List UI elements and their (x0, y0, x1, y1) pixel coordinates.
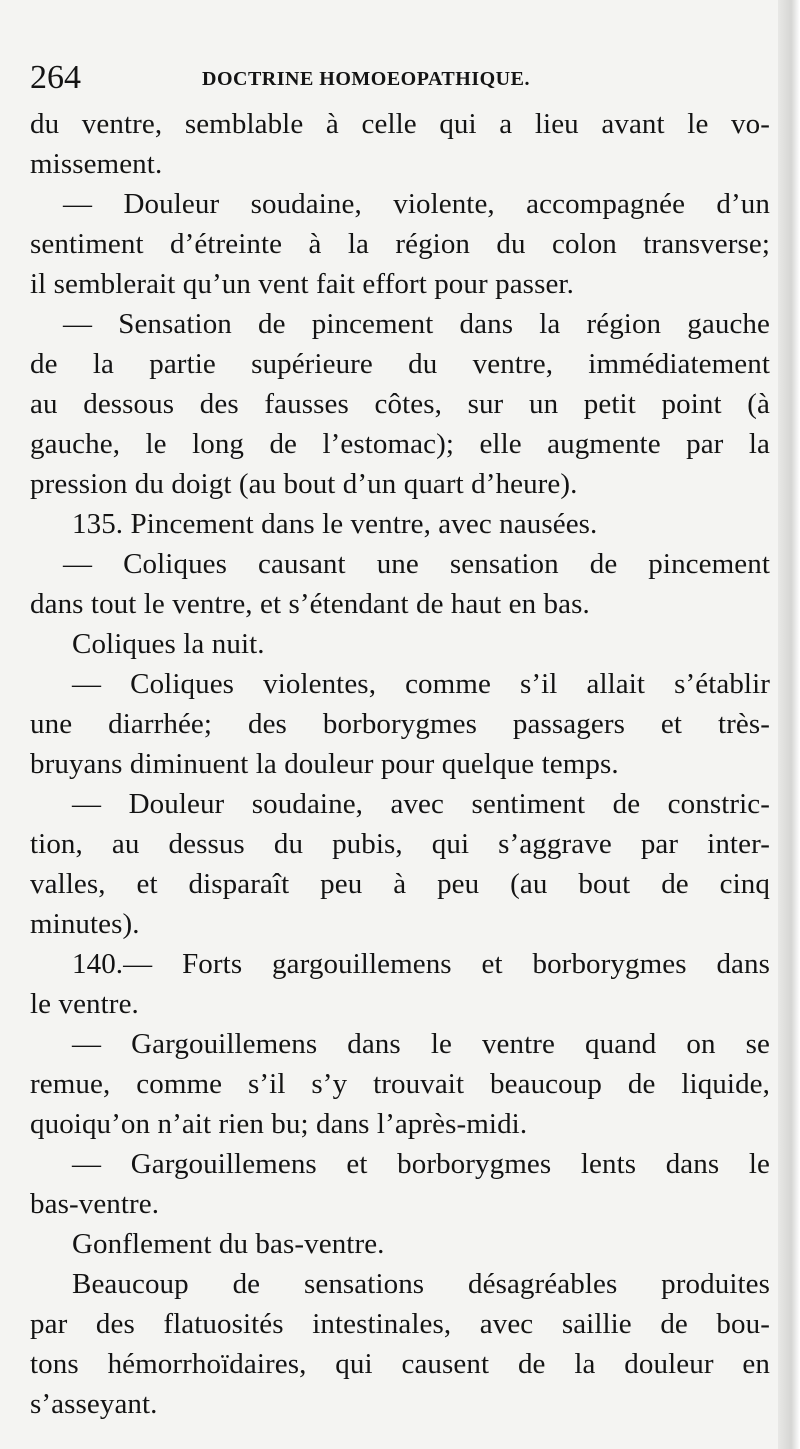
text-line: remue, comme s’il s’y trouvait beaucoup de liquide, (30, 1068, 770, 1100)
text-line: 140.— Forts gargouillemens et borborygmes dans (72, 948, 770, 980)
text-line: du ventre, semblable à celle qui a lieu avant le vo- (30, 108, 770, 140)
text-line: de la partie supérieure du ventre, immédiatement (30, 348, 770, 380)
text-line: sentiment d’étreinte à la région du colon transverse; (30, 228, 770, 260)
text-line: le ventre. (30, 988, 139, 1020)
text-line: gauche, le long de l’estomac); elle augmente par la (30, 428, 770, 460)
text-line: dans tout le ventre, et s’étendant de haut en bas. (30, 588, 590, 620)
text-line: — Sensation de pincement dans la région gauche (63, 308, 770, 340)
text-line: — Coliques violentes, comme s’il allait s’établir (72, 668, 770, 700)
text-line: bruyans diminuent la douleur pour quelque temps. (30, 748, 619, 780)
text-line: par des flatuosités intestinales, avec saillie de bou- (30, 1308, 770, 1340)
page-header (30, 58, 770, 98)
page-number: 264 (30, 59, 81, 96)
text-line: 135. Pincement dans le ventre, avec nausées. (72, 508, 598, 540)
text-line: bas-ventre. (30, 1188, 160, 1220)
text-line: une diarrhée; des borborygmes passagers et très- (30, 708, 770, 740)
text-line: tion, au dessus du pubis, qui s’aggrave par inter- (30, 828, 770, 860)
body-text (30, 104, 770, 1424)
text-line: valles, et disparaît peu à peu (au bout de cinq (30, 868, 770, 900)
text-line: tons hémorrhoïdaires, qui causent de la douleur en (30, 1348, 770, 1380)
text-line: il semblerait qu’un vent fait effort pour passer. (30, 268, 574, 300)
text-line: — Douleur soudaine, violente, accompagnée d’un (63, 188, 770, 220)
text-line: — Gargouillemens et borborygmes lents dans le (72, 1148, 770, 1180)
text-line: pression du doigt (au bout d’un quart d’heure). (30, 468, 578, 500)
page-edge-shadow (778, 0, 800, 1449)
text-line: au dessous des fausses côtes, sur un petit point (à (30, 388, 770, 420)
text-line: minutes). (30, 908, 140, 940)
text-line: — Douleur soudaine, avec sentiment de constric- (72, 788, 770, 820)
text-line: quoiqu’on n’ait rien bu; dans l’après-midi. (30, 1108, 528, 1140)
text-line: Gonflement du bas-ventre. (72, 1228, 385, 1260)
text-line: — Gargouillemens dans le ventre quand on se (72, 1028, 770, 1060)
text-line: s’asseyant. (30, 1388, 158, 1420)
text-line: missement. (30, 148, 163, 180)
text-line: Coliques la nuit. (72, 628, 265, 660)
text-line: Beaucoup de sensations désagréables produites (72, 1268, 770, 1300)
running-head: DOCTRINE HOMOEOPATHIQUE. (202, 68, 530, 90)
text-line: — Coliques causant une sensation de pincement (63, 548, 770, 580)
